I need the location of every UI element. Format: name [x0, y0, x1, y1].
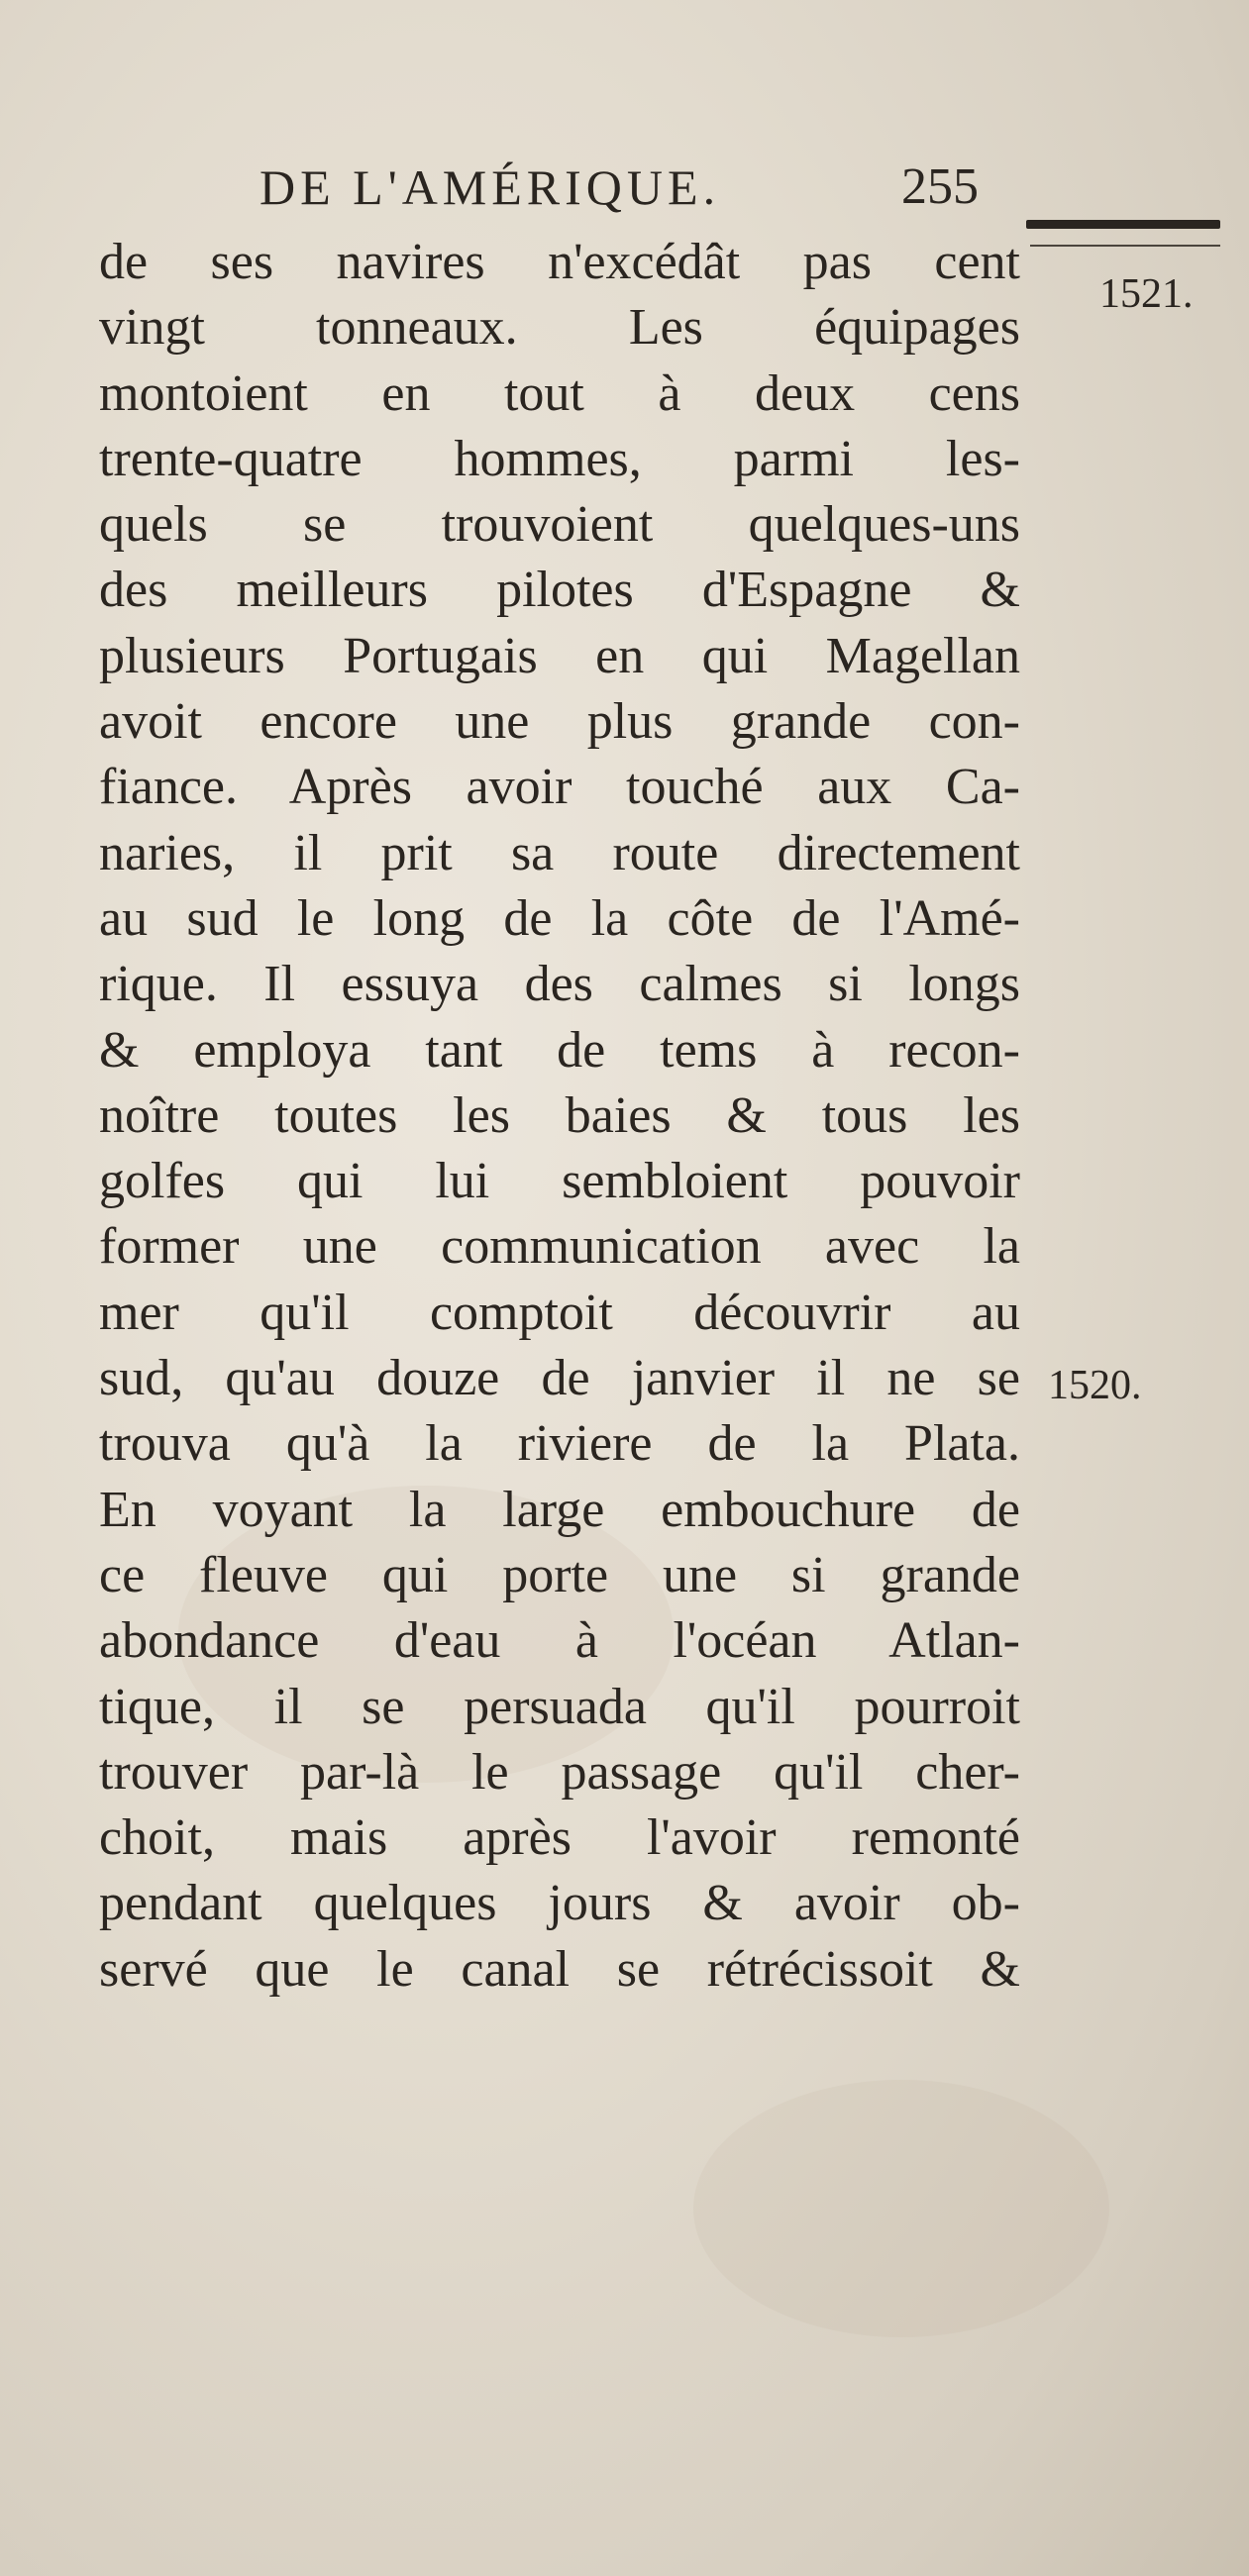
text-line: avoit encore une plus grande con- — [99, 693, 1020, 751]
text-line: mer qu'il comptoit découvrir au — [99, 1284, 1020, 1341]
text-line: noître toutes les baies & tous les — [99, 1086, 1020, 1144]
page-number: 255 — [901, 158, 979, 215]
margin-rule-thick — [1026, 220, 1220, 229]
body-text — [99, 230, 1020, 2003]
text-line: former une communication avec la — [99, 1218, 1020, 1276]
paper-stain — [693, 2080, 1109, 2337]
text-line: trente-quatre hommes, parmi les- — [99, 430, 1020, 487]
text-line: rique. Il essuya des calmes si longs — [99, 956, 1020, 1013]
text-line: montoient en tout à deux cens — [99, 364, 1020, 422]
text-line: plusieurs Portugais en qui Magellan — [99, 627, 1020, 684]
text-line: vingt tonneaux. Les équipages — [99, 299, 1020, 357]
text-line: trouver par-là le passage qu'il cher- — [99, 1743, 1020, 1801]
text-line: servé que le canal se rétrécissoit & — [99, 1940, 1020, 1998]
margin-rule-thin — [1030, 245, 1220, 247]
text-line: abondance d'eau à l'océan Atlan- — [99, 1612, 1020, 1670]
margin-year-note: 1521. — [1099, 271, 1194, 317]
page-header — [260, 156, 1022, 218]
margin-year-note: 1520. — [1048, 1363, 1142, 1408]
text-line: de ses navires n'excédât pas cent — [99, 234, 1020, 290]
running-title: DE L'AMÉRIQUE. — [260, 159, 721, 215]
text-line: tique, il se persuada qu'il pourroit — [99, 1678, 1020, 1735]
text-line: En voyant la large embouchure de — [99, 1481, 1020, 1538]
text-line: fiance. Après avoir touché aux Ca- — [99, 759, 1020, 816]
text-line: trouva qu'à la riviere de la Plata. — [99, 1415, 1020, 1473]
text-line: des meilleurs pilotes d'Espagne & — [99, 562, 1020, 619]
text-line: choit, mais après l'avoir remonté — [99, 1809, 1020, 1867]
text-line: naries, il prit sa route directement — [99, 824, 1020, 881]
text-line: pendant quelques jours & avoir ob- — [99, 1875, 1020, 1932]
text-line: ce fleuve qui porte une si grande — [99, 1546, 1020, 1603]
text-line: quels se trouvoient quelques-uns — [99, 496, 1020, 554]
text-line: sud, qu'au douze de janvier il ne se — [99, 1350, 1020, 1407]
text-line: golfes qui lui sembloient pouvoir — [99, 1153, 1020, 1210]
text-line: & employa tant de tems à recon- — [99, 1021, 1020, 1079]
text-line: au sud le long de la côte de l'Amé- — [99, 889, 1020, 947]
